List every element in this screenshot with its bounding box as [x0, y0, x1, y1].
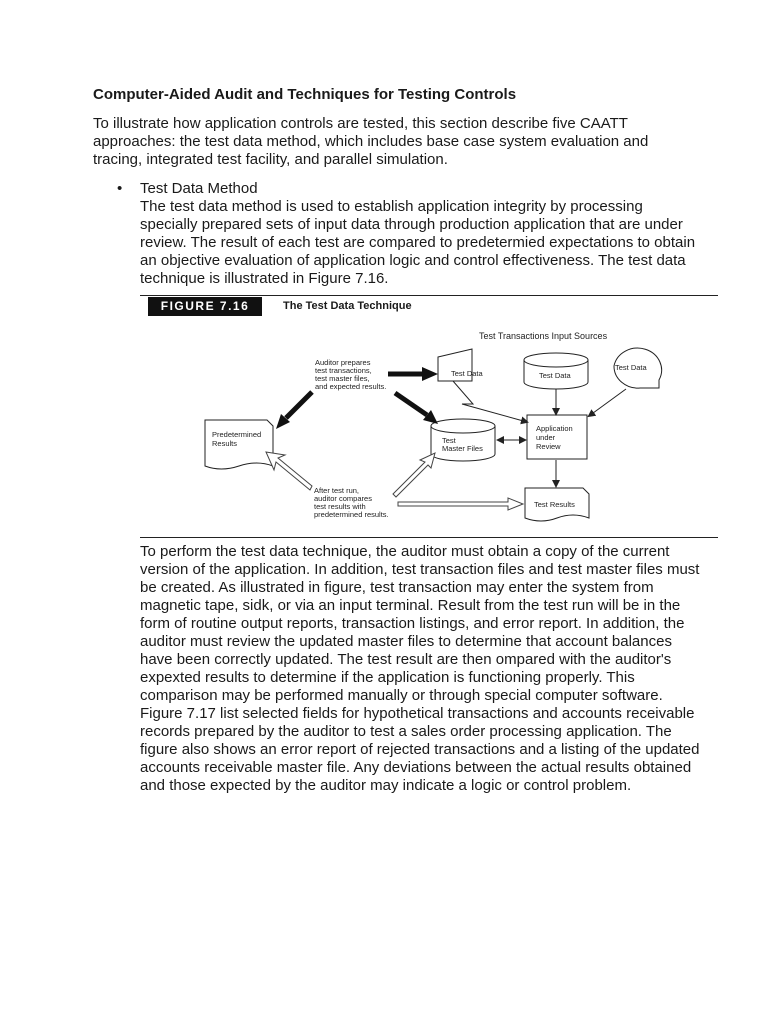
section-heading: Computer-Aided Audit and Techniques for Testing Controls — [93, 86, 517, 103]
after-run-line-3: test results with — [314, 502, 366, 511]
after-run-line-2: auditor compares — [314, 494, 372, 503]
test-data-diagram — [140, 294, 718, 540]
tape-label: Test Data — [451, 369, 483, 378]
auditor-prepares-line-1: Auditor prepares — [315, 358, 371, 367]
compare-arrows — [266, 452, 523, 510]
master-files-shape — [431, 419, 495, 461]
application-line-3: Review — [536, 442, 561, 451]
auditor-prepares-line-3: test master files, — [315, 374, 370, 383]
after-run-line-4: predetermined results. — [314, 510, 389, 519]
predetermined-line-2: Results — [212, 439, 238, 448]
terminal-label: Test Data — [615, 363, 647, 372]
auditor-prepares-line-4: and expected results. — [315, 382, 387, 391]
figure-bottom-rule — [140, 537, 718, 538]
test-results-label: Test Results — [534, 500, 575, 509]
figure-7-16 — [140, 294, 718, 540]
disk-label: Test Data — [539, 371, 571, 380]
figure-label: FIGURE 7.16 — [148, 297, 262, 316]
master-files-line-1: Test — [442, 436, 456, 445]
sources-heading: Test Transactions Input Sources — [479, 331, 608, 341]
auditor-prepares-line-2: test transactions, — [315, 366, 372, 375]
paragraph-1: To perform the test data technique, the auditor must obtain a copy of the current version of the application. In addition, test transaction files and test master files must be created. As illustrated in figure, test transaction may enter the system from magnetic tape, sidk, or via an input terminal. Result from the test run will be in the form of routine output reports, transaction listings, and error report. In addition, the auditor must review the updated master files to determine that account balances have been correctly updated. The test result are then ompared with the auditor's expexted results to determine if the application is functioning properly. This comparison may be performed manually or through special computer software. — [140, 543, 700, 704]
master-files-line-2: Master Files — [442, 444, 483, 453]
paragraph-2: Figure 7.17 list selected fields for hypothetical transactions and accounts receivable records prepared by the auditor to test a sales order processing application. The figure also shows an error report of rejected transactions and a listing of the updated accounts receivable master file. Any deviations between the actual results obtained and those expected by the auditor may indicate a logic or control problem. — [140, 705, 700, 794]
bullet-title: Test Data Method — [140, 180, 258, 197]
application-line-2: under — [536, 433, 556, 442]
figure-title: The Test Data Technique — [283, 300, 412, 312]
intro-paragraph: To illustrate how application controls are tested, this section describe five CAATT approaches: the test data method, which includes base case system evaluation and tracing, integrated test facility, and parallel simulation. — [93, 115, 649, 168]
body-paragraph — [140, 543, 700, 795]
predetermined-line-1: Predetermined — [212, 430, 262, 439]
after-run-line-1: After test run, — [314, 486, 360, 495]
bullet-symbol: • — [117, 180, 123, 197]
bullet-body: The test data method is used to establish application integrity by processing specially prepared sets of input data through production application that are under review. The result of each test are compared to predetermied expectations to obtain an objective evaluation of application logic and control effectiveness. The test data technique is illustrated in Figure 7.16. — [140, 198, 696, 287]
application-line-1: Application — [536, 424, 573, 433]
